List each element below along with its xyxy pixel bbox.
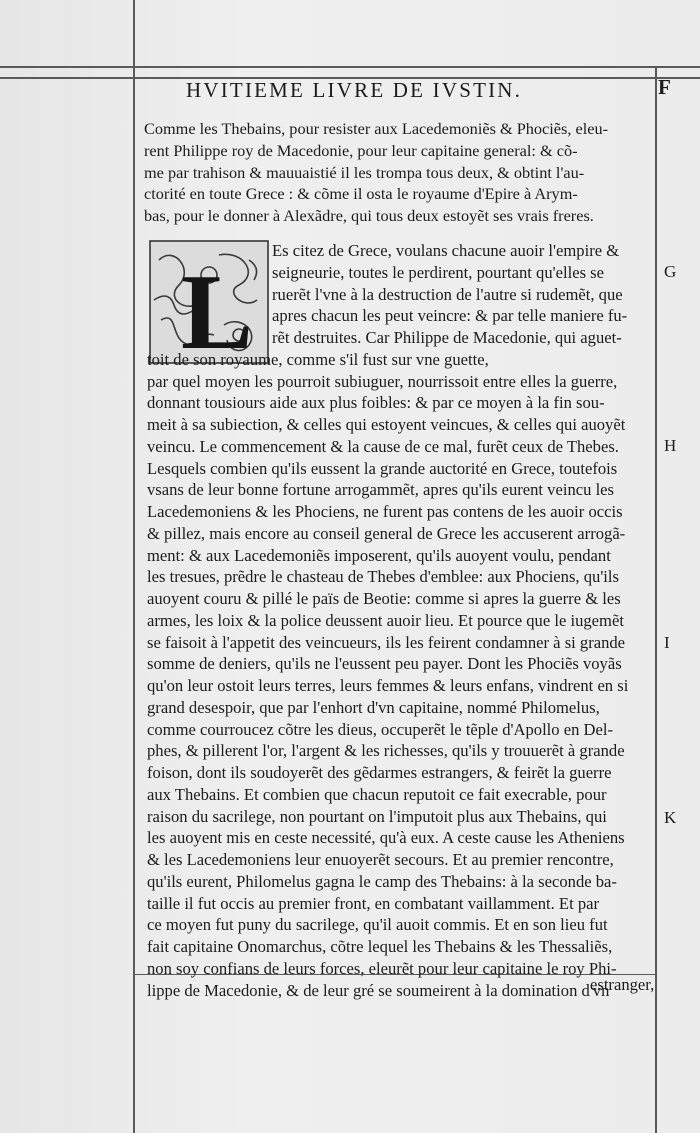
text-line: par quel moyen les pourroit subiuguer, nourrissoit entre elles la guerre, (147, 371, 618, 391)
text-line: Es citez de Grece, voulans chacune auoir l'empire & (272, 241, 620, 260)
running-head: HVITIEME LIVRE DE IVSTIN. (186, 78, 523, 102)
text-line: ce moyen fut puny du sacrilege, qu'il auoit commis. Et en son lieu fut (147, 915, 608, 935)
text-line: toit de son royaume, comme s'il fust sur vne guette, (147, 349, 489, 369)
text-line: vsans de leur bonne fortune arrogammẽt, apres qu'ils eurent veincu les (147, 480, 614, 500)
text-line: seigneurie, toutes le perdirent, pourtant qu'elles se (272, 262, 604, 282)
text-line: phes, & pillerent l'or, l'argent & les richesses, qu'ils y trouuerẽt à grande (147, 741, 625, 761)
text-line: ment: & aux Lacedemoniẽs imposerent, qu'ils auoyent voulu, pendant (147, 545, 611, 565)
text-line: qu'on leur ostoit leurs terres, leurs femmes & leurs enfans, vindrent en si (147, 676, 629, 695)
text-line: somme de deniers, qu'ils ne l'eussent peu payer. Dont les Phociẽs voyãs (147, 654, 622, 674)
text-line: ruerẽt l'vne à la destruction de l'autre si rudemẽt, que (272, 284, 623, 304)
text-line: Lesquels combien qu'ils eussent la grande auctorité en Grece, toutefois (147, 458, 618, 478)
text-line: donnant tousiours aide aux plus foibles: & par ce moyen à la fin sou- (147, 393, 605, 413)
text-line: meit à sa subiection, & celles qui estoyent veincues, & celles qui auoyẽt (147, 415, 626, 434)
summary-line: bas, pour le donner à Alexãdre, qui tous deux estoyẽt ses vrais freres. (144, 206, 594, 226)
text-line: non soy confians de leurs forces, eleurẽt pour leur capitaine le roy Phi- (147, 958, 617, 978)
margin-letter-g: G (664, 262, 677, 281)
text-line: rẽt destruites. Car Philippe de Macedonie, qui aguet- (272, 328, 622, 347)
text-line: taille il fut occis au premier front, en combatant vaillamment. Et par (147, 893, 600, 913)
text-line: se faisoit à l'appetit des veincueurs, ils les feirent condamner à si grande (147, 632, 626, 652)
top-rule (0, 66, 700, 68)
margin-letter-i: I (664, 633, 670, 652)
text-line: & les Lacedemoniens leur enuoyerẽt secours. Et au premier rencontre, (147, 850, 614, 869)
text-line: raison du sacrilege, non pourtant on l'imputoit plus aux Thebains, qui (147, 806, 607, 826)
text-line: les tresues, prẽdre le chasteau de Thebes d'emblee: aux Phociens, qu'ils (147, 567, 619, 587)
text-line: fait capitaine Onomarchus, cõtre lequel les Thebains & les Thessaliẽs, (147, 937, 613, 956)
summary-line: ctorité en toute Grece : & cõme il osta le royaume d'Epire à Arym- (144, 184, 578, 204)
left-margin-rule (133, 0, 135, 1133)
margin-letter-k: K (664, 808, 677, 827)
text-line: grand desespoir, que par l'enhort d'vn capitaine, nommé Philomelus, (147, 697, 600, 717)
text-line: aux Thebains. Et combien que chacun reputoit ce fait execrable, pour (147, 784, 607, 804)
text-line: les auoyent mis en ceste necessité, qu'à eux. A ceste cause les Atheniens (147, 828, 625, 848)
chapter-summary (144, 118, 654, 227)
text-line: apres chacun les peut veincre: & par telle maniere fu- (272, 306, 628, 326)
text-line: & pillez, mais encore au conseil general de Grece les accuserent arrogã- (147, 523, 626, 543)
text-line: comme courroucez cõtre les dieus, occuperẽt le tẽple d'Apollo en Del- (147, 719, 614, 739)
catchword: estranger, (590, 975, 655, 994)
svg-text:L: L (181, 253, 254, 364)
text-line: foison, dont ils soudoyerẽt des gẽdarmes estrangers, & feirẽt la guerre (147, 763, 612, 782)
folio-letter: F (658, 75, 671, 99)
text-line: qu'ils eurent, Philomelus gagna le camp des Thebains: à la seconde ba- (147, 871, 617, 891)
margin-letter-h: H (664, 436, 677, 455)
text-line: veincu. Le commencement & la cause de ce mal, furẽt ceux de Thebes. (147, 436, 619, 456)
body-text (147, 240, 657, 1001)
summary-line: rent Philippe roy de Macedonie, pour leur capitaine general: & cõ- (144, 140, 578, 160)
text-line: auoyent couru & pillé le païs de Beotie: comme si apres la guerre & les (147, 589, 621, 608)
summary-line: me par trahison & mauuaistié il les trompa tous deux, & obtint l'au- (144, 162, 585, 182)
text-line: lippe de Macedonie, & de leur gré se soumeirent à la domination d'vn (147, 980, 610, 1000)
summary-line: Comme les Thebains, pour resister aux Lacedemoniẽs & Phociẽs, eleu- (144, 119, 609, 138)
text-line: armes, les loix & la police deussent auoir lieu. Et pource que le iugemẽt (147, 610, 624, 630)
text-line: Lacedemoniens & les Phociens, ne furent pas contens de les auoir occis (147, 502, 623, 521)
